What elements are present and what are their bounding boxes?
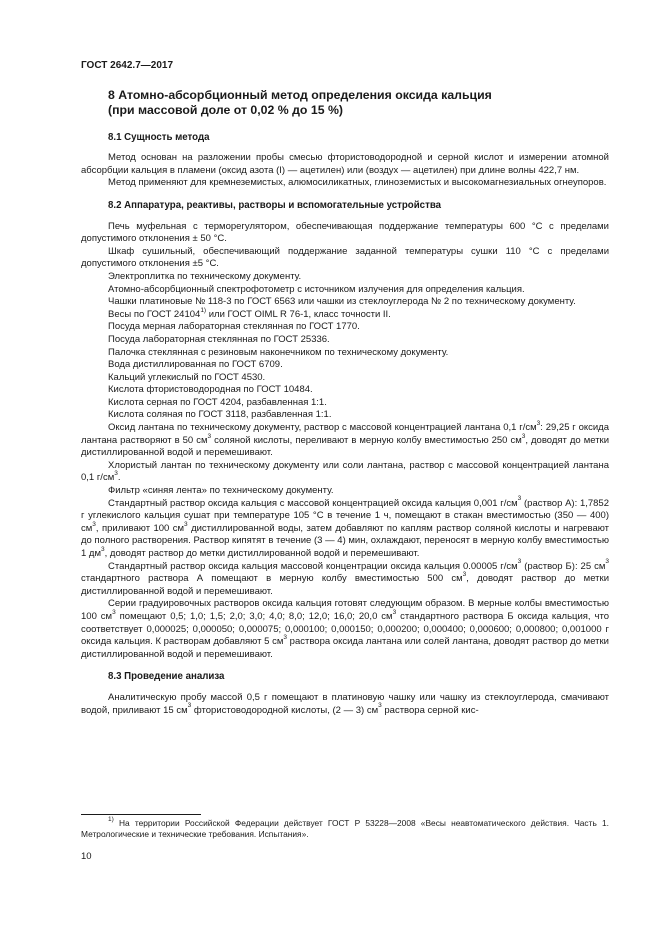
footnote-text: На территории Российской Федерации действует ГОСТ Р 53228—2008 «Весы неавтоматического действия. Часть 1. Метрологические и технические требования. Испытания». [81,818,609,840]
paragraph: Оксид лантана по техническому документу, раствор с массовой концентрацией лантана 0,1 $г/см^3$: 29,25 г оксида лантана растворяют в 50 $см^3$ соляной кислоты, переливают в мерную колбу вместимостью 250 $см^3$, доводят до метки дистиллированной водой и перемешивают. [81,419,610,459]
paragraph: Фильтр «синяя лента» по техническому документу. [108,485,334,497]
footnote [81,818,609,840]
footnote-mark: 1) [108,816,114,824]
paragraph: Кислота фтористоводородная по ГОСТ 10484. [108,384,313,396]
paragraph: Атомно-абсорбционный спектрофотометр с источником излучения для определения кальция. [108,283,525,295]
document-code: ГОСТ 2642.7—2017 [81,60,174,71]
paragraph: Посуда мерная лабораторная стеклянная по ГОСТ 1770. [108,321,360,333]
section-title-line2: (при массовой доле от 0,02 % до 15 %) [108,102,343,117]
paragraph: Метод применяют для кремнеземистых, алюмосиликатных, глиноземистых и высокомагнезиальных огнеупоров. [108,177,607,189]
subsection-title-8-2: 8.2 Аппаратура, реактивы, растворы и вспомогательные устройства [108,199,442,211]
paragraph: Аналитическую пробу массой 0,5 г помещают в платиновую чашку или чашку из стеклоуглерода, смачивают водой, приливают 15 $см^3$ фтористоводородной кислоты, (2 — 3) $см^3$ раствора серной кис- [81,691,609,716]
paragraph: Хлористый лантан по техническому документу или соли лантана, раствор с массовой концентрацией лантана 0,1 $г/см^3$. [81,459,609,484]
paragraph: Палочка стеклянная с резиновым наконечником по техническому документу. [108,346,449,358]
subsection-title-8-3: 8.3 Проведение анализа [108,671,225,683]
paragraph: Электроплитка по техническому документу. [108,270,302,282]
paragraph: Метод основан на разложении пробы смесью фтористоводородной и серной кислот и измерении атомной абсорбции кальция в пламени (оксид азота (I) — ацетилен) или (воздух — ацетилен) при длине волны 422,7 нм. [81,152,609,176]
paragraph: Кислота серная по ГОСТ 4204, разбавленная 1:1. [108,396,327,408]
paragraph: Весы по ГОСТ 24104$^{1)}$ или ГОСТ OIML R 76-1, класс точности II. [108,306,391,320]
paragraph: Печь муфельная с терморегулятором, обеспечивающая поддержание температуры 600 °С с пределами допустимого отклонения ± 50 °С. [81,220,609,245]
section-title-line1: 8 Атомно-абсорбционный метод определения оксида кальция [108,87,492,102]
paragraph: Серии градуировочных растворов оксида кальция готовят следующим образом. В мерные колбы вместимостью 100 $см^3$ помещают 0,5; 1,0; 1,5; 2,0; 3,0; 4,0; 8,0; 12,0; 16,0; 20,0 $см^3$ стандартного раствора Б оксида кальция, что соответствует 0,000025; 0,000050; 0,000075; 0,000100; 0,000150; 0,000200; 0,000400; 0,000600; 0,000800; 0,001000 г оксида кальция. К растворам добавляют 5 $см^3$ раствора оксида лантана или солей лантана, доводят раствор до метки дистиллированной водой и перемешивают. [81,598,609,660]
paragraph: Вода дистиллированная по ГОСТ 6709. [108,359,283,371]
page-number: 10 [81,851,92,862]
footnote-divider [81,814,201,815]
footnote-ref: 1) [200,306,207,314]
paragraph: Чашки платиновые № 118-3 по ГОСТ 6563 или чашки из стеклоуглерода № 2 по техническому документу. [108,296,576,308]
paragraph: Шкаф сушильный, обеспечивающий поддержание заданной температуры сушки 110 °С с пределами допустимого отклонения ±5 °С. [81,245,609,270]
paragraph: Посуда лабораторная стеклянная по ГОСТ 25336. [108,333,330,345]
paragraph: Кальций углекислый по ГОСТ 4530. [108,371,266,383]
paragraph: Стандартный раствор оксида кальция массовой концентрации оксида кальция 0.00005 $г/см^3$ (раствор Б): 25 $см^3$ стандартного раствора А помещают в мерную колбу вместимостью 500 $см^3$, доводят раствор до метки дистиллированной водой и перемешивают. [81,558,609,597]
paragraph: Кислота соляная по ГОСТ 3118, разбавленная 1:1. [108,409,332,421]
paragraph: Стандартный раствор оксида кальция с массовой концентрацией оксида кальция 0,001 $г/см^3$ (раствор А): 1,7852 г углекислого кальция сушат при температуре 105 °С в течение 1 ч, помещают в стакан вместимостью (350 — 400) $см^3$, приливают 100 $см^3$ дистиллированной воды, затем добавляют по каплям раствор соляной кислоты и нагревают до полного растворения. Раствор кипятят в течение (3 — 4) мин, охлаждают, переносят в мерную колбу вместимостью 1 $дм^3$, доводят раствор до метки дистиллированной водой и перемешивают. [81,495,610,559]
section-title [108,88,609,118]
subsection-title-8-1: 8.1 Сущность метода [108,131,210,143]
